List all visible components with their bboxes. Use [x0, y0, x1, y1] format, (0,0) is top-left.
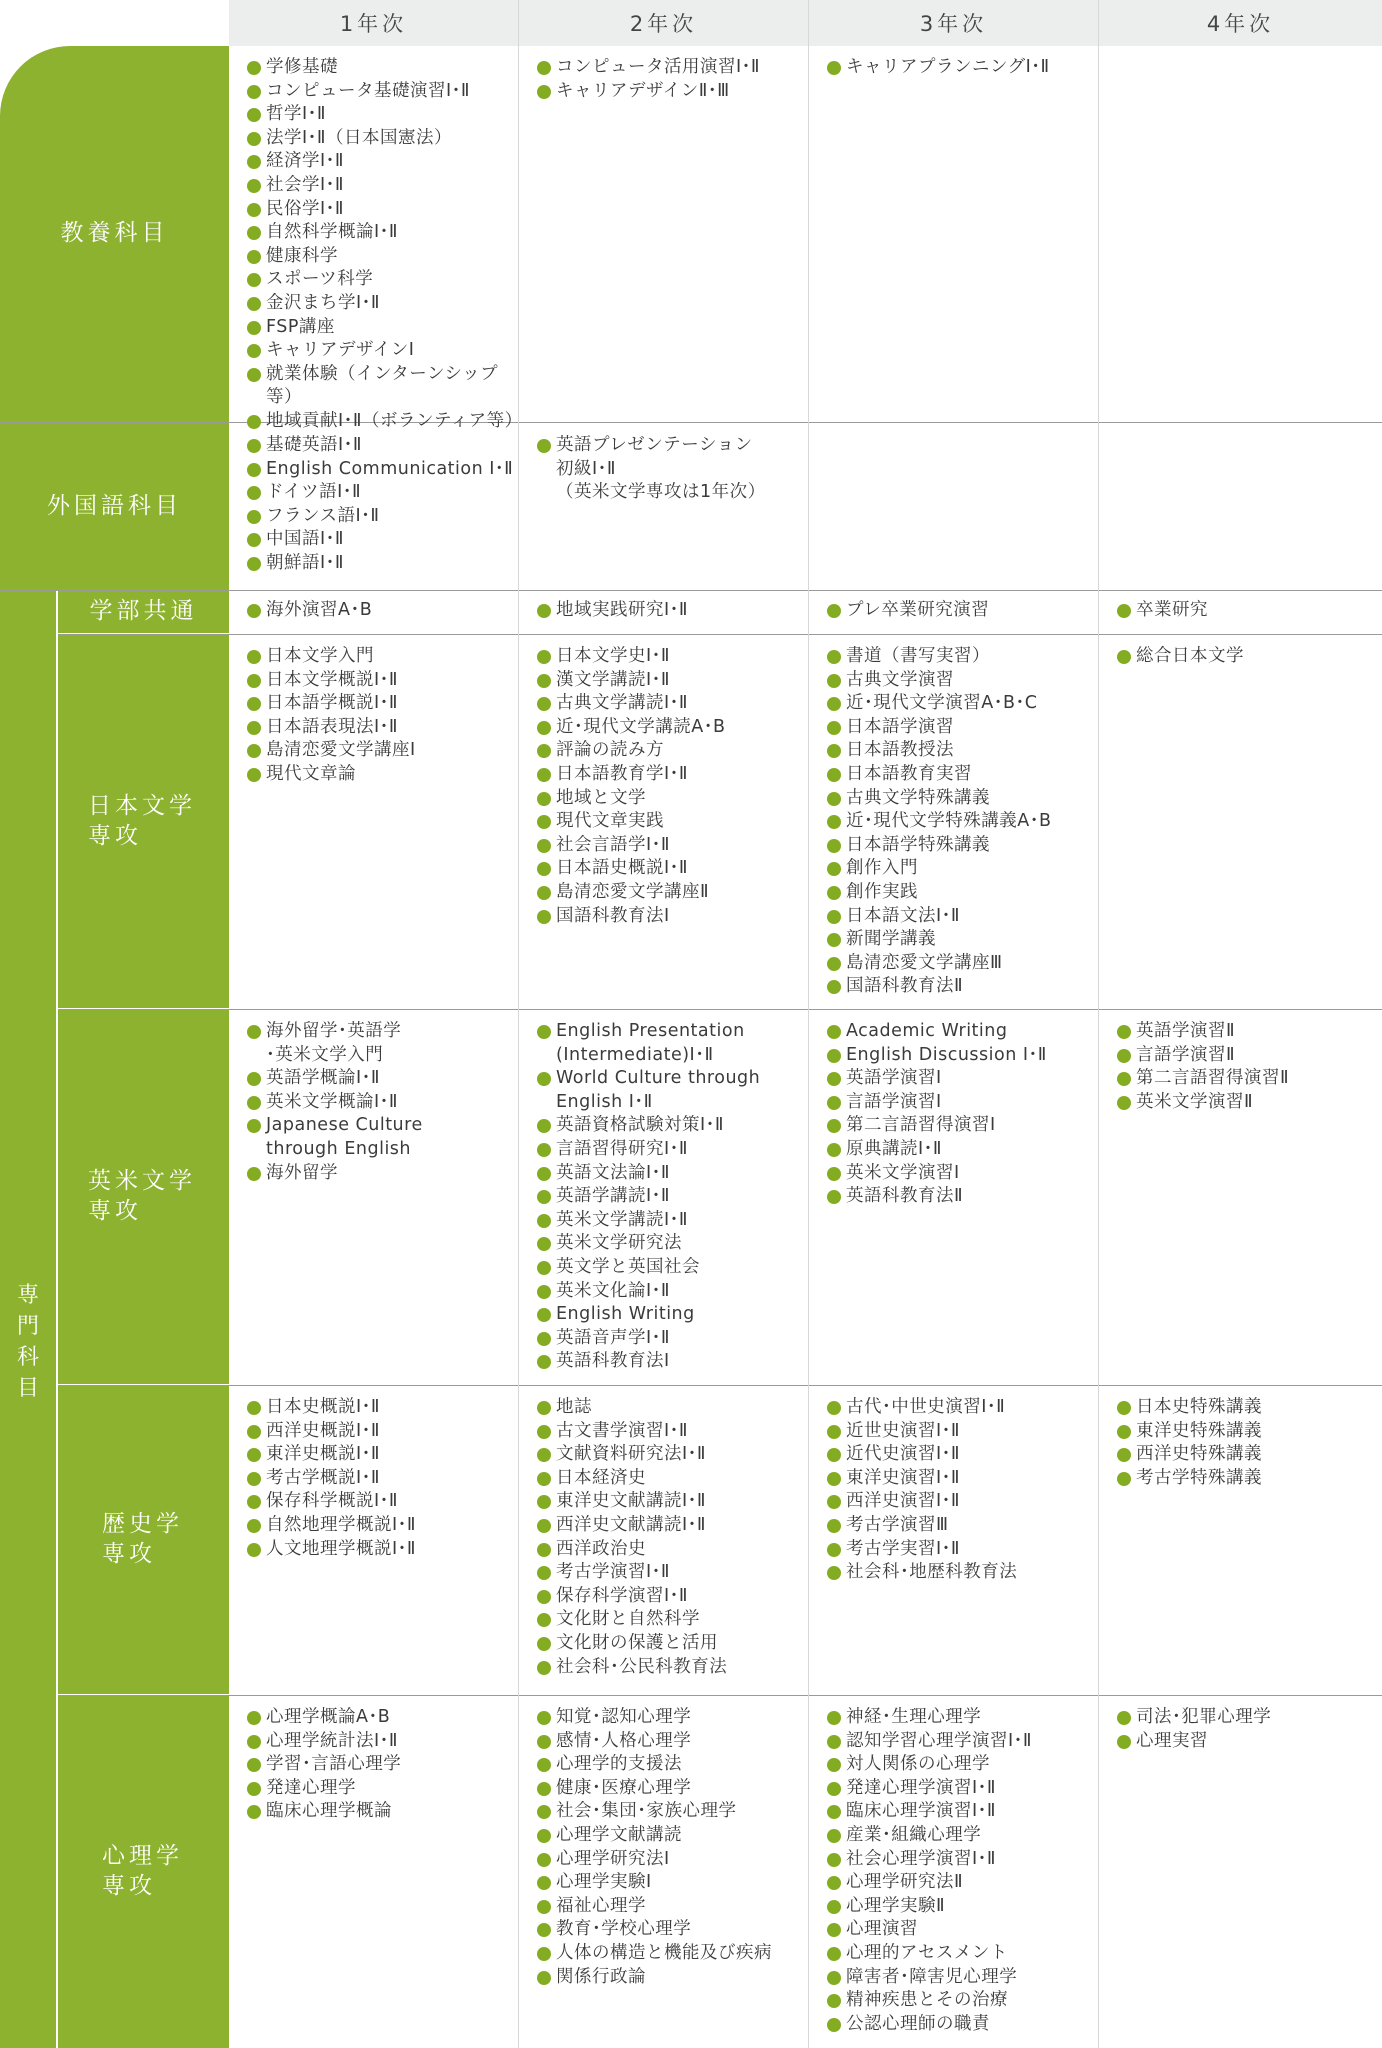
- course-item: 近世史演習Ⅰ･Ⅱ: [827, 1420, 1097, 1444]
- course-item: 心理学実験Ⅱ: [827, 1895, 1097, 1919]
- course-item: 古文書学演習Ⅰ･Ⅱ: [537, 1420, 807, 1444]
- course-item: 心理学概論A･B: [247, 1706, 517, 1730]
- course-list-psychology-y3: [827, 1706, 1097, 2036]
- course-item: 現代文章実践: [537, 810, 807, 834]
- course-item: 日本語教授法: [827, 739, 1097, 763]
- course-item: 考古学演習Ⅲ: [827, 1514, 1097, 1538]
- course-item: 心理学研究法Ⅰ: [537, 1848, 807, 1872]
- course-item: 近･現代文学講読A･B: [537, 716, 807, 740]
- course-item: 英語学演習Ⅱ: [1117, 1020, 1379, 1044]
- year-header-2: 2年次: [519, 0, 808, 46]
- course-item: 島清恋愛文学講座Ⅰ: [247, 739, 517, 763]
- course-item: 社会･集団･家族心理学: [537, 1800, 807, 1824]
- course-item: 対人関係の心理学: [827, 1753, 1097, 1777]
- subcategory-label-english: 英米文学 専攻: [88, 1168, 196, 1224]
- course-item: 日本語文法Ⅰ･Ⅱ: [827, 905, 1097, 929]
- course-item: English Writing: [537, 1303, 807, 1327]
- course-item: 第二言語習得演習Ⅰ: [827, 1114, 1097, 1138]
- column-divider: [1098, 0, 1099, 2048]
- course-item: 発達心理学演習Ⅰ･Ⅱ: [827, 1777, 1097, 1801]
- course-item: 日本経済史: [537, 1467, 807, 1491]
- course-item: 英語学演習Ⅰ: [827, 1067, 1097, 1091]
- course-item: 英米文学研究法: [537, 1232, 807, 1256]
- subcategory-label-japanese: 日本文学 専攻: [88, 792, 196, 849]
- course-item: 社会心理学演習Ⅰ･Ⅱ: [827, 1848, 1097, 1872]
- course-item: 西洋史演習Ⅰ･Ⅱ: [827, 1490, 1097, 1514]
- course-item: 日本語教育実習: [827, 763, 1097, 787]
- course-item: 地域と文学: [537, 787, 807, 811]
- row-divider: [58, 634, 1382, 635]
- subcategory-label-history: 歴史学 専攻: [102, 1511, 183, 1567]
- course-item: 海外留学･英語学 ･英米文学入門: [247, 1020, 517, 1067]
- course-item: 心理的アセスメント: [827, 1942, 1097, 1966]
- course-item: 自然地理学概説Ⅰ･Ⅱ: [247, 1514, 517, 1538]
- course-item: 海外演習A･B: [247, 599, 517, 623]
- course-item: 臨床心理学概論: [247, 1800, 517, 1824]
- course-list-history-y3: [827, 1396, 1097, 1585]
- course-item: 第二言語習得演習Ⅱ: [1117, 1067, 1379, 1091]
- course-list-psychology-y4: [1117, 1706, 1379, 1753]
- course-list-foreign-y1: [247, 434, 517, 576]
- course-item: 産業･組織心理学: [827, 1824, 1097, 1848]
- course-list-general-y1: [247, 56, 523, 434]
- course-item: 人文地理学概説Ⅰ･Ⅱ: [247, 1538, 517, 1562]
- course-item: 心理演習: [827, 1918, 1097, 1942]
- course-item: ドイツ語Ⅰ･Ⅱ: [247, 481, 517, 505]
- course-item: 心理学実験Ⅰ: [537, 1871, 807, 1895]
- course-item: 朝鮮語Ⅰ･Ⅱ: [247, 552, 517, 576]
- course-item: 新聞学講義: [827, 928, 1097, 952]
- course-item: 経済学Ⅰ･Ⅱ: [247, 150, 517, 174]
- course-item: 島清恋愛文学講座Ⅱ: [537, 881, 807, 905]
- course-item: 金沢まち学Ⅰ･Ⅱ: [247, 292, 517, 316]
- course-item: 東洋史演習Ⅰ･Ⅱ: [827, 1467, 1097, 1491]
- course-item: 心理学的支援法: [537, 1753, 807, 1777]
- course-item: 感情･人格心理学: [537, 1730, 807, 1754]
- course-item: 西洋史特殊講義: [1117, 1443, 1379, 1467]
- course-item: 発達心理学: [247, 1777, 517, 1801]
- course-item: 健康科学: [247, 245, 517, 269]
- course-item: 英語科教育法Ⅰ: [537, 1350, 807, 1374]
- course-item: 英米文学講読Ⅰ･Ⅱ: [537, 1209, 807, 1233]
- course-item: 日本語学特殊講義: [827, 834, 1097, 858]
- course-item: 日本史概説Ⅰ･Ⅱ: [247, 1396, 517, 1420]
- course-item: 日本文学史Ⅰ･Ⅱ: [537, 645, 807, 669]
- course-item: 学習･言語心理学: [247, 1753, 517, 1777]
- column-divider: [518, 0, 519, 2048]
- course-list-common-y3: [827, 599, 1097, 623]
- course-list-japanese-y4: [1117, 645, 1379, 669]
- course-item: 言語習得研究Ⅰ･Ⅱ: [537, 1138, 807, 1162]
- course-item: 精神疾患とその治療: [827, 1989, 1097, 2013]
- course-item: 司法･犯罪心理学: [1117, 1706, 1379, 1730]
- course-item: FSP講座: [247, 316, 517, 340]
- course-item: 心理学統計法Ⅰ･Ⅱ: [247, 1730, 517, 1754]
- course-item: 自然科学概論Ⅰ･Ⅱ: [247, 221, 517, 245]
- course-item: 基礎英語Ⅰ･Ⅱ: [247, 434, 517, 458]
- course-item: 創作入門: [827, 857, 1097, 881]
- course-item: 日本文学入門: [247, 645, 517, 669]
- course-list-english-y1: [247, 1020, 517, 1185]
- course-list-psychology-y1: [247, 1706, 517, 1824]
- course-item: 英語科教育法Ⅱ: [827, 1185, 1097, 1209]
- course-item: 関係行政論: [537, 1966, 807, 1990]
- course-item: 英米文学概論Ⅰ･Ⅱ: [247, 1091, 517, 1115]
- course-item: 現代文章論: [247, 763, 517, 787]
- course-item: 日本文学概説Ⅰ･Ⅱ: [247, 669, 517, 693]
- course-item: 英語資格試験対策Ⅰ･Ⅱ: [537, 1114, 807, 1138]
- course-item: 中国語Ⅰ･Ⅱ: [247, 528, 517, 552]
- course-item: 文化財と自然科学: [537, 1608, 807, 1632]
- course-item: キャリアデザインⅠ: [247, 339, 517, 363]
- course-list-history-y2: [537, 1396, 807, 1679]
- course-item: 古典文学特殊講義: [827, 787, 1097, 811]
- course-item: 考古学演習Ⅰ･Ⅱ: [537, 1561, 807, 1585]
- course-item: World Culture through English Ⅰ･Ⅱ: [537, 1067, 807, 1114]
- course-list-common-y1: [247, 599, 517, 623]
- course-list-japanese-y1: [247, 645, 517, 787]
- course-item: 文献資料研究法Ⅰ･Ⅱ: [537, 1443, 807, 1467]
- course-item: 英語音声学Ⅰ･Ⅱ: [537, 1327, 807, 1351]
- row-divider: [58, 1009, 1382, 1010]
- course-item: 島清恋愛文学講座Ⅲ: [827, 952, 1097, 976]
- course-item: 国語科教育法Ⅰ: [537, 905, 807, 929]
- course-item: 西洋政治史: [537, 1538, 807, 1562]
- course-item: 古典文学講読Ⅰ･Ⅱ: [537, 692, 807, 716]
- year-header-1: 1年次: [229, 0, 518, 46]
- course-list-english-y4: [1117, 1020, 1379, 1114]
- course-item: 社会言語学Ⅰ･Ⅱ: [537, 834, 807, 858]
- course-item: 日本史特殊講義: [1117, 1396, 1379, 1420]
- course-item: 近代史演習Ⅰ･Ⅱ: [827, 1443, 1097, 1467]
- category-label-general: 教養科目: [60, 220, 169, 247]
- course-item: 古代･中世史演習Ⅰ･Ⅱ: [827, 1396, 1097, 1420]
- course-item: 考古学概説Ⅰ･Ⅱ: [247, 1467, 517, 1491]
- course-item: 評論の読み方: [537, 739, 807, 763]
- course-list-common-y2: [537, 599, 807, 623]
- course-item: Academic Writing: [827, 1020, 1097, 1044]
- course-item: 書道（書写実習）: [827, 645, 1097, 669]
- course-item: 言語学演習Ⅱ: [1117, 1044, 1379, 1068]
- column-divider: [56, 591, 58, 2048]
- course-item: 原典講読Ⅰ･Ⅱ: [827, 1138, 1097, 1162]
- course-item: 神経･生理心理学: [827, 1706, 1097, 1730]
- course-list-japanese-y2: [537, 645, 807, 928]
- course-item: 地域貢献Ⅰ･Ⅱ（ボランティア等）: [247, 410, 517, 434]
- course-item: 英米文化論Ⅰ･Ⅱ: [537, 1280, 807, 1304]
- course-item: Japanese Culture through English: [247, 1114, 517, 1161]
- course-list-english-y3: [827, 1020, 1097, 1209]
- course-list-common-y4: [1117, 599, 1379, 623]
- course-item: 地誌: [537, 1396, 807, 1420]
- course-item: 心理実習: [1117, 1730, 1379, 1754]
- course-item: 保存科学演習Ⅰ･Ⅱ: [537, 1585, 807, 1609]
- course-item: English Discussion Ⅰ･Ⅱ: [827, 1044, 1097, 1068]
- course-item: 知覚･認知心理学: [537, 1706, 807, 1730]
- row-divider: [0, 422, 1382, 423]
- course-item: 心理学研究法Ⅱ: [827, 1871, 1097, 1895]
- course-list-history-y4: [1117, 1396, 1379, 1490]
- course-item: 人体の構造と機能及び疾病: [537, 1942, 807, 1966]
- course-item: 保存科学概説Ⅰ･Ⅱ: [247, 1490, 517, 1514]
- course-item: 社会学Ⅰ･Ⅱ: [247, 174, 517, 198]
- course-item: 英語文法論Ⅰ･Ⅱ: [537, 1162, 807, 1186]
- course-list-foreign-y2: [537, 434, 807, 505]
- course-item: 西洋史概説Ⅰ･Ⅱ: [247, 1420, 517, 1444]
- course-item: 民俗学Ⅰ･Ⅱ: [247, 198, 517, 222]
- course-item: フランス語Ⅰ･Ⅱ: [247, 505, 517, 529]
- course-item: 国語科教育法Ⅱ: [827, 975, 1097, 999]
- course-item: 日本語学演習: [827, 716, 1097, 740]
- course-item: English Communication Ⅰ･Ⅱ: [247, 458, 517, 482]
- course-item: 言語学演習Ⅰ: [827, 1091, 1097, 1115]
- course-item: 教育･学校心理学: [537, 1918, 807, 1942]
- course-item: 法学Ⅰ･Ⅱ（日本国憲法）: [247, 127, 517, 151]
- course-item: 社会科･地歴科教育法: [827, 1561, 1097, 1585]
- course-item: 漢文学講読Ⅰ･Ⅱ: [537, 669, 807, 693]
- course-item: 認知学習心理学演習Ⅰ･Ⅱ: [827, 1730, 1097, 1754]
- course-list-history-y1: [247, 1396, 517, 1561]
- course-item: 心理学文献講読: [537, 1824, 807, 1848]
- course-item: 考古学特殊講義: [1117, 1467, 1379, 1491]
- course-item: 日本語学概説Ⅰ･Ⅱ: [247, 692, 517, 716]
- course-item: 英米文学演習Ⅰ: [827, 1162, 1097, 1186]
- category-label-foreign: 外国語科目: [47, 492, 182, 519]
- subcategory-label-common: 学部共通: [89, 598, 198, 625]
- course-item: 英語学講読Ⅰ･Ⅱ: [537, 1185, 807, 1209]
- course-item: 公認心理師の職責: [827, 2013, 1097, 2037]
- course-item: コンピュータ活用演習Ⅰ･Ⅱ: [537, 56, 807, 80]
- course-item: 英語学概論Ⅰ･Ⅱ: [247, 1067, 517, 1091]
- course-list-general-y3: [827, 56, 1097, 80]
- course-item: 就業体験（インターンシップ等）: [247, 363, 517, 410]
- column-divider: [808, 0, 809, 2048]
- course-item: 近･現代文学演習A･B･C: [827, 692, 1097, 716]
- course-item: 考古学実習Ⅰ･Ⅱ: [827, 1538, 1097, 1562]
- course-item: 臨床心理学演習Ⅰ･Ⅱ: [827, 1800, 1097, 1824]
- year-header-4: 4年次: [1099, 0, 1382, 46]
- course-item: 文化財の保護と活用: [537, 1632, 807, 1656]
- year-header-3: 3年次: [809, 0, 1098, 46]
- course-item: プレ卒業研究演習: [827, 599, 1097, 623]
- course-item: 日本語教育学Ⅰ･Ⅱ: [537, 763, 807, 787]
- course-item: English Presentation (Intermediate)Ⅰ･Ⅱ: [537, 1020, 807, 1067]
- course-list-psychology-y2: [537, 1706, 807, 1989]
- course-item: 障害者･障害児心理学: [827, 1966, 1097, 1990]
- course-item: 総合日本文学: [1117, 645, 1379, 669]
- course-item: 日本語表現法Ⅰ･Ⅱ: [247, 716, 517, 740]
- course-item: 健康･医療心理学: [537, 1777, 807, 1801]
- course-list-english-y2: [537, 1020, 807, 1374]
- course-item: キャリアデザインⅡ･Ⅲ: [537, 80, 807, 104]
- course-item: スポーツ科学: [247, 268, 517, 292]
- row-divider: [0, 590, 1382, 591]
- course-item: 古典文学演習: [827, 669, 1097, 693]
- course-list-general-y2: [537, 56, 807, 103]
- course-item: 東洋史特殊講義: [1117, 1420, 1379, 1444]
- course-item: 東洋史文献講読Ⅰ･Ⅱ: [537, 1490, 807, 1514]
- course-item: 学修基礎: [247, 56, 517, 80]
- course-item: 社会科･公民科教育法: [537, 1656, 807, 1680]
- course-item: 哲学Ⅰ･Ⅱ: [247, 103, 517, 127]
- subcategory-label-psychology: 心理学 専攻: [102, 1843, 183, 1899]
- course-item: 東洋史概説Ⅰ･Ⅱ: [247, 1443, 517, 1467]
- course-item: 地域実践研究Ⅰ･Ⅱ: [537, 599, 807, 623]
- course-item: 創作実践: [827, 881, 1097, 905]
- course-item: 近･現代文学特殊講義A･B: [827, 810, 1097, 834]
- category-label-specialized: 専 門 科 目: [16, 1283, 39, 1401]
- course-list-japanese-y3: [827, 645, 1097, 999]
- course-item: 英米文学演習Ⅱ: [1117, 1091, 1379, 1115]
- course-item: 西洋史文献講読Ⅰ･Ⅱ: [537, 1514, 807, 1538]
- course-item: 英文学と英国社会: [537, 1256, 807, 1280]
- course-item: 日本語史概説Ⅰ･Ⅱ: [537, 857, 807, 881]
- course-item: キャリアプランニングⅠ･Ⅱ: [827, 56, 1097, 80]
- course-item: 卒業研究: [1117, 599, 1379, 623]
- row-divider: [58, 1385, 1382, 1386]
- row-divider: [58, 1695, 1382, 1696]
- course-item: 海外留学: [247, 1162, 517, 1186]
- course-item: コンピュータ基礎演習Ⅰ･Ⅱ: [247, 80, 517, 104]
- course-item: 英語プレゼンテーション 初級Ⅰ･Ⅱ （英米文学専攻は1年次）: [537, 434, 807, 505]
- course-item: 福祉心理学: [537, 1895, 807, 1919]
